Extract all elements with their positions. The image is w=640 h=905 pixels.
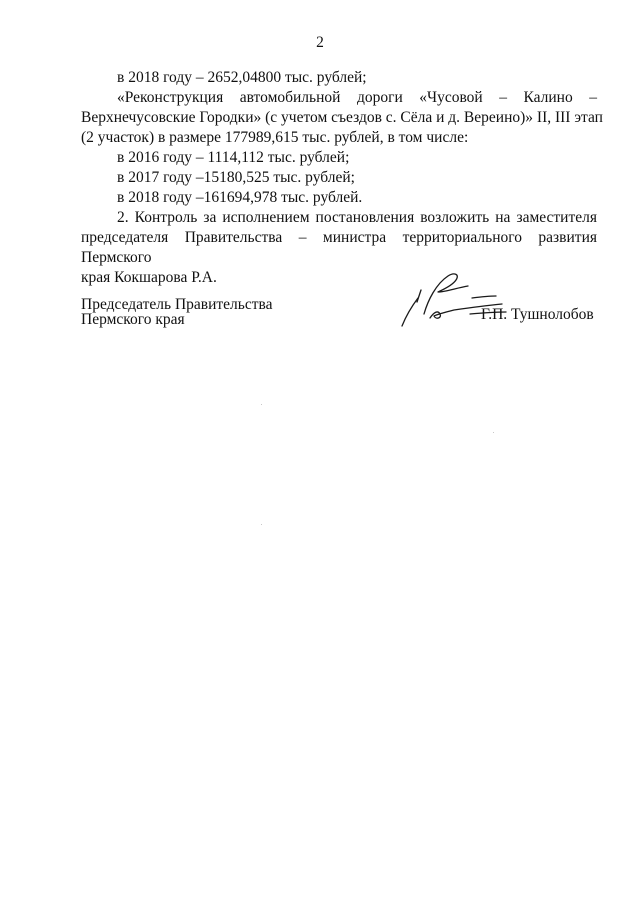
- paragraph-line: в 2016 году – 1114,112 тыс. рублей;: [117, 149, 350, 166]
- signer-name: Г.П. Тушнолобов: [481, 306, 594, 323]
- paragraph-line: (2 участок) в размере 177989,615 тыс. рублей, в том числе:: [81, 129, 469, 146]
- document-body: [81, 68, 603, 288]
- paragraph-line: в 2018 году –161694,978 тыс. рублей.: [117, 189, 363, 206]
- paragraph-line: края Кокшарова Р.А.: [81, 269, 217, 286]
- position-line: Пермского края: [81, 311, 185, 328]
- scan-speck: [261, 404, 262, 405]
- signatory-position: [81, 297, 273, 327]
- position-line: Председатель Правительства: [81, 296, 273, 313]
- scan-speck: [261, 524, 262, 525]
- paragraph-line: в 2018 году – 2652,04800 тыс. рублей;: [117, 69, 367, 86]
- paragraph-line: «Реконструкция автомобильной дороги «Чусовой – Калино –: [117, 89, 597, 106]
- paragraph-line: Верхнечусовские Городки» (с учетом съездов с. Сёла и д. Вереино)» II, III этап: [81, 109, 603, 126]
- paragraph-line: в 2017 году –15180,525 тыс. рублей;: [117, 169, 355, 186]
- page-number: 2: [316, 34, 324, 51]
- paragraph-line: 2. Контроль за исполнением постановления возложить на заместителя: [117, 209, 597, 226]
- scan-speck: [493, 432, 494, 433]
- paragraph-line: председателя Правительства – министра территориального развития Пермского: [81, 229, 597, 266]
